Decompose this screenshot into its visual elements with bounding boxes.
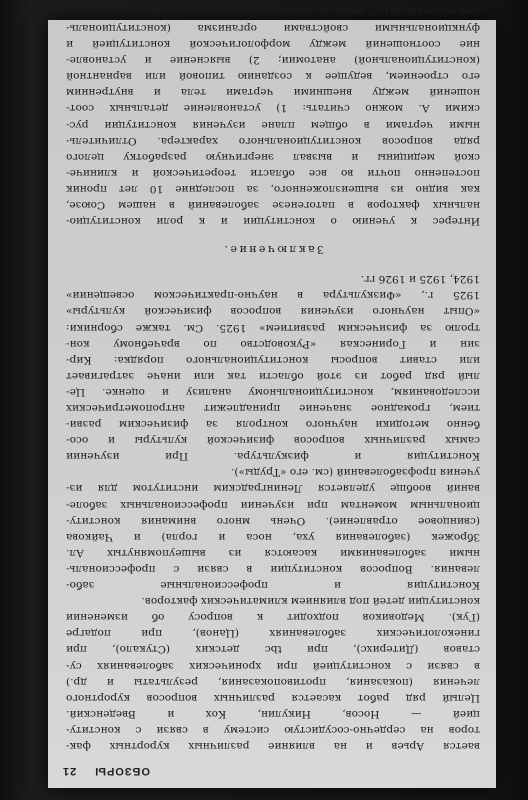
text-line: скими А. можно считать: 1) установление детальных соот- — [66, 102, 480, 115]
text-line: Интерес к учению о конституции и к роли конституцио- — [66, 215, 480, 228]
text-line: ношений между внешними чертами тела и внутренним — [66, 86, 480, 99]
text-line: нальных факторов в патогенезе заболеваний в нашем Союзе, — [66, 199, 480, 211]
section-title: ОБЗОРЫ — [94, 765, 150, 777]
text-line: вается Арьев и на влияние различных курортных фак- — [66, 740, 480, 752]
document-page — [48, 5, 496, 788]
text-line: лый ряд работ из этой области так или иначе затрагивает — [66, 369, 480, 382]
text-line: 1925 г., «Физкультура в научно-практическом освещении» — [66, 289, 480, 302]
text-line: гинекологических заболеваниях (Цанов), при подагре — [66, 627, 480, 640]
text-line: как видно из вышеизложенного, за последние 10 лет проник — [66, 182, 480, 195]
text-line: (свинцовое отравление). Очень много внимания конститу- — [66, 514, 480, 527]
text-line: в связи с конституцией при хронических заболеваниях су- — [66, 659, 480, 672]
text-line: бенно методики научного контроля за физическим разви- — [66, 418, 480, 431]
running-head — [62, 762, 482, 780]
text-line: его строением, ведущее к созданию типовой или вариантной — [66, 70, 480, 83]
text-line: ряда вопросов конституционального характера. Отличитель- — [66, 134, 480, 147]
text-line: Зброжек (заболевания уха, носа и горла) и Чайкова — [66, 530, 480, 543]
text-line: ваний вообще уделяется Ленинградским институтом для из- — [66, 482, 480, 495]
text-line: тролю за физическим развитием» 1925. См. также сборники: — [66, 321, 480, 334]
text-line: самых различных вопросов физической культуры и осо- — [66, 434, 480, 447]
text-line: цией — Носов, Никулин, Кох и Введенский. — [66, 707, 480, 720]
text-line: конституции детей под влиянием климатических факторов. — [141, 595, 480, 608]
body-section-1 — [66, 271, 480, 754]
text-line: ными чертами в общем плане изучения конституции рус- — [66, 118, 480, 131]
text-line: (конституциональной) анатомии; 2) выяснение и установле- — [66, 54, 480, 67]
text-line: ние соотношений между морфологической конституцией и — [66, 38, 480, 51]
text-line: (Гук). Медовиков подходит к вопросу об изменении — [66, 611, 480, 624]
text-line: или ставит вопросы конституционального порядка: Кир- — [66, 353, 480, 366]
text-line: 1924, 1925 и 1926 гг. — [360, 273, 480, 286]
text-line: Конституция и профессиональные забо- — [66, 579, 480, 592]
body-text — [66, 5, 480, 754]
text-line: ная корреляция); 3) попытка подойти к установлению типо- — [140, 5, 480, 18]
text-line: зин и Горинеская «Руководство по врачебному кон- — [66, 337, 480, 350]
text-line: ными заболеваниями касаются из вышеупомянутых Ал. — [66, 546, 480, 559]
text-line: учения профзаболеваний (см. его «Труды»). — [231, 466, 480, 479]
text-line: торов на сердечно-сосудистую систему в связи с конститу- — [66, 723, 480, 736]
text-line: циональным моментам при изучении профессиональных заболе- — [66, 498, 480, 511]
text-line: «Опыт научного изучения вопросов физической культуры» — [66, 305, 480, 318]
text-line: постепенно почти во все области теоретической и клиниче- — [66, 166, 480, 179]
body-section-2 — [66, 4, 480, 229]
text-line: ставов (Дитерихс), при tbc детских (Стукало), при — [66, 643, 480, 656]
text-line: лечения (показания, противопоказания, результаты и др.) — [66, 675, 480, 688]
text-line: тием, громадное значение принадлежит антропометрических — [66, 402, 480, 415]
text-line: левания. Вопросов конституции в связи с профессиональ- — [66, 562, 480, 575]
text-line: ской медицины и вызвал энергичную разработку целого — [66, 150, 480, 163]
text-line: Конституция и физкультура. При изучении — [66, 450, 480, 463]
text-line: функциональными свойствами организма (конституциональ- — [66, 21, 480, 34]
page-number: 21 — [62, 765, 77, 777]
section-heading: Заключение. — [222, 243, 324, 257]
text-line: Целый ряд работ касается различных вопросов курортного — [66, 691, 480, 704]
text-line: исследованиям, конституциональному анализу и оценке. Це- — [66, 385, 480, 398]
